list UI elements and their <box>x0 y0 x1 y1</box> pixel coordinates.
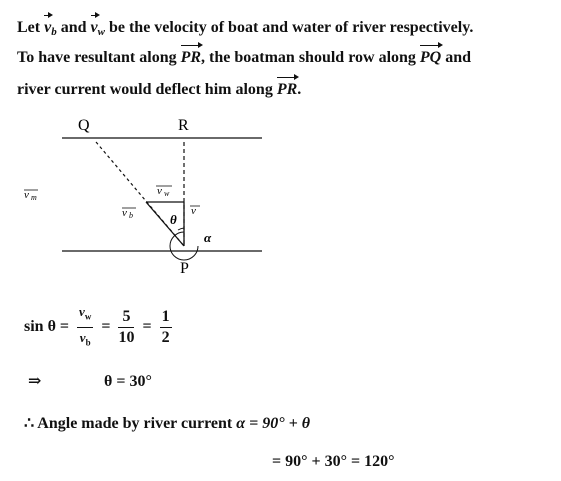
label-alpha: α <box>204 230 212 245</box>
svg-text:v: v <box>157 185 162 197</box>
vector-pq: PQ <box>419 49 442 66</box>
vector-pr: PR <box>180 49 202 66</box>
label-vb <box>122 207 136 220</box>
svg-text:m: m <box>31 193 37 202</box>
sin-equation: sin θ = $\frac{v_w}{v_b}$ = $\frac{5}{10}$ = $\frac{1}{2}$ <box>24 302 176 352</box>
label-theta: θ <box>170 212 177 227</box>
label-v <box>190 205 200 217</box>
label-r: R <box>178 117 189 134</box>
svg-text:v: v <box>191 205 196 217</box>
intro-line-3: river current would deflect him along PR. <box>17 81 302 98</box>
fraction-5-10: $\frac{5}{10}$ <box>118 307 135 346</box>
vector-pr-2: PR <box>276 81 298 98</box>
label-p: P <box>180 260 189 277</box>
svg-text:w: w <box>164 189 170 198</box>
implies-symbol: ⇒ <box>28 373 42 390</box>
theta-arc <box>178 228 184 230</box>
svg-text:b: b <box>129 211 133 220</box>
intro-line-2: To have resultant along PR, the boatman should row along PQ and <box>17 49 472 66</box>
theta-result: θ = 30° <box>104 373 152 390</box>
label-vw <box>156 185 172 198</box>
svg-text:v: v <box>24 189 29 201</box>
therefore-line: ∴ Angle made by river current α = 90° + θ <box>24 415 311 432</box>
label-q: Q <box>78 117 90 134</box>
svg-text:v: v <box>122 207 127 219</box>
fraction-vw-vb: $\frac{v_w}{v_b}$ <box>79 304 92 348</box>
vector-vb: v <box>44 19 52 36</box>
fraction-1-2: $\frac{1}{2}$ <box>161 307 170 346</box>
intro-line-1: Let $v_b$ and $v_w$ be the velocity of boat and water of river respectively. <box>17 19 474 38</box>
label-vm <box>24 189 38 202</box>
final-result: = 90° + 30° = 120° <box>272 453 395 470</box>
vector-vb-line <box>146 202 184 246</box>
vector-vw: v <box>90 19 98 36</box>
